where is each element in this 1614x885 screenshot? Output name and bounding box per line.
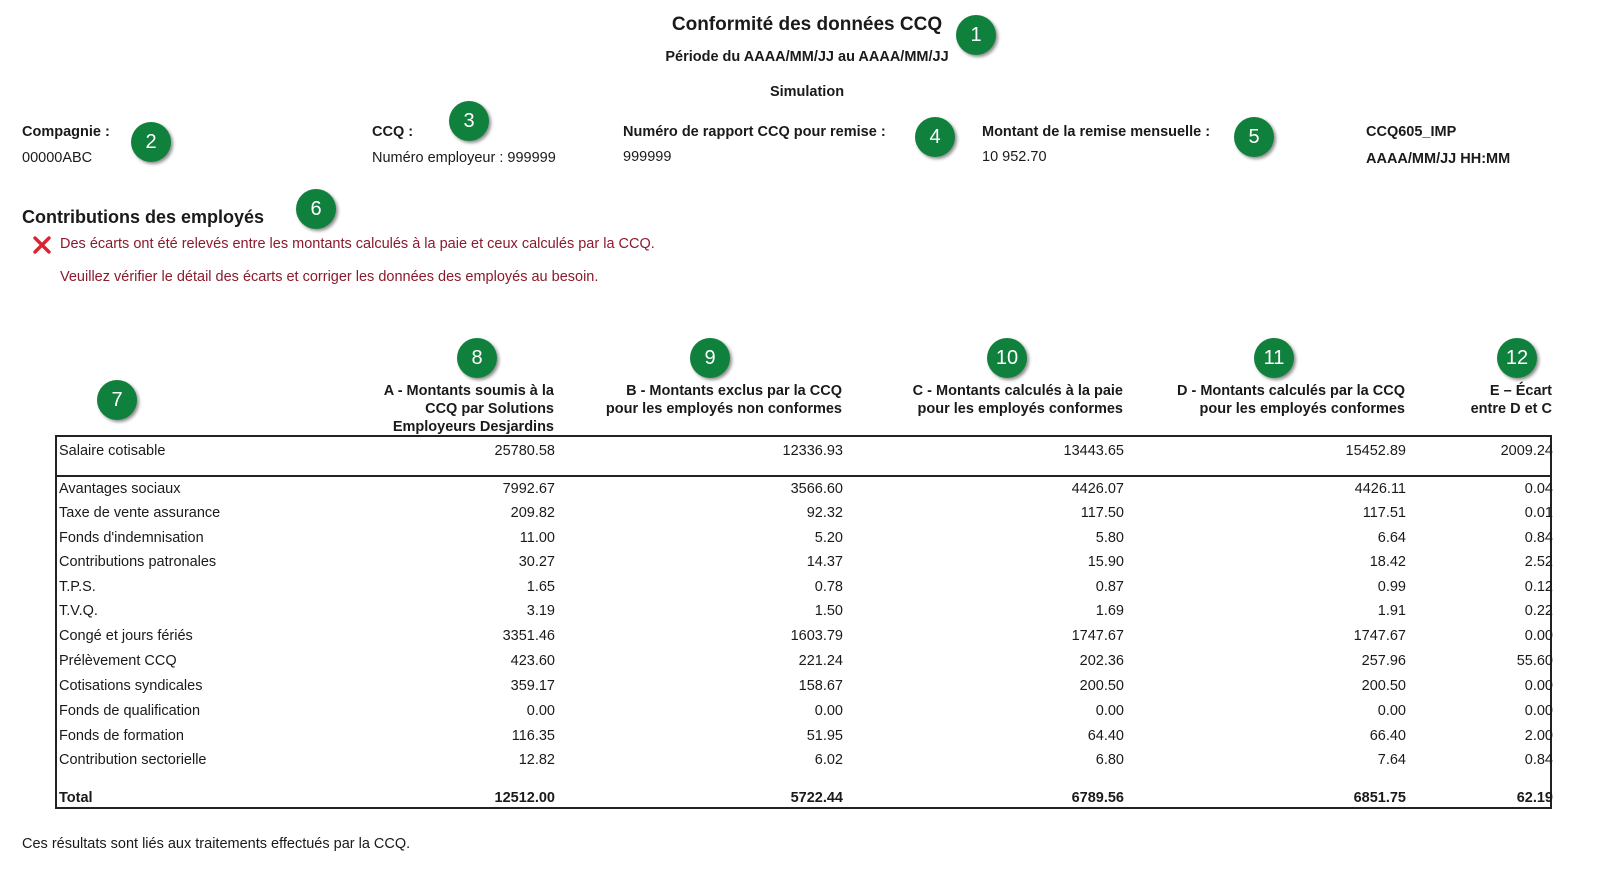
cell-col-c: 200.50 [1079, 678, 1124, 694]
cell-col-e: 2.00 [1524, 728, 1553, 744]
cell-col-d: 0.00 [1377, 703, 1406, 719]
warning-instruction: Veuillez vérifier le détail des écarts et corriger les données des employés au besoin. [60, 269, 599, 285]
row-label: Fonds d'indemnisation [59, 530, 204, 546]
table-row [59, 579, 1552, 603]
column-header-c: C - Montants calculés à la paie pour les employés conformes [912, 383, 1123, 417]
table-row [59, 678, 1552, 702]
cell-col-d: 6.64 [1377, 530, 1406, 546]
cell-col-d: 1.91 [1377, 603, 1406, 619]
cell-col-e: 2.52 [1524, 554, 1553, 570]
row-label: Contribution sectorielle [59, 752, 207, 768]
row-label: Avantages sociaux [59, 481, 181, 497]
cell-col-c: 1.69 [1095, 603, 1124, 619]
row-label: Salaire cotisable [59, 443, 166, 459]
cell-col-a: 12512.00 [494, 790, 555, 806]
callout-badge-11: 11 [1254, 338, 1294, 378]
row-label: Contributions patronales [59, 554, 217, 570]
cell-col-d: 7.64 [1377, 752, 1406, 768]
callout-badge-1: 1 [956, 15, 996, 55]
cell-col-b: 12336.93 [782, 443, 843, 459]
table-row [59, 703, 1552, 727]
cell-col-d: 18.42 [1369, 554, 1406, 570]
cell-col-e: 55.60 [1516, 653, 1553, 669]
cell-col-d: 200.50 [1361, 678, 1406, 694]
cell-col-c: 117.50 [1080, 505, 1124, 521]
table-divider [55, 475, 1552, 477]
cell-col-b: 51.95 [806, 728, 843, 744]
callout-badge-5: 5 [1234, 117, 1274, 157]
row-label: Cotisations syndicales [59, 678, 203, 694]
monthly-amount-value: 10 952.70 [982, 149, 1047, 165]
cell-col-a: 359.17 [510, 678, 555, 694]
cell-col-c: 4426.07 [1071, 481, 1124, 497]
cell-col-d: 6851.75 [1353, 790, 1406, 806]
row-label: Taxe de vente assurance [59, 505, 221, 521]
callout-badge-9: 9 [690, 338, 730, 378]
cell-col-a: 209.82 [510, 505, 555, 521]
ccq-value: Numéro employeur : 999999 [372, 150, 556, 166]
cell-col-b: 0.00 [814, 703, 843, 719]
table-row [59, 603, 1552, 627]
table-row [59, 481, 1552, 505]
cell-col-d: 66.40 [1369, 728, 1406, 744]
warning-message: Des écarts ont été relevés entre les montants calculés à la paie et ceux calculés par la CCQ. [60, 236, 655, 252]
cell-col-e: 62.19 [1516, 790, 1553, 806]
cell-col-c: 6789.56 [1071, 790, 1124, 806]
cell-col-c: 202.36 [1079, 653, 1124, 669]
cell-col-b: 3566.60 [790, 481, 843, 497]
cell-col-c: 0.00 [1095, 703, 1124, 719]
red-x-icon [31, 234, 53, 256]
cell-col-c: 13443.65 [1063, 443, 1124, 459]
cell-col-a: 1.65 [526, 579, 555, 595]
table-total-row [59, 790, 1552, 814]
callout-badge-3: 3 [449, 101, 489, 141]
report-mode: Simulation [769, 84, 845, 100]
cell-col-a: 12.82 [518, 752, 555, 768]
cell-col-e: 0.00 [1524, 678, 1553, 694]
cell-col-a: 3.19 [526, 603, 555, 619]
cell-col-a: 30.27 [518, 554, 555, 570]
table-row [59, 653, 1552, 677]
row-label: T.P.S. [59, 579, 96, 595]
cell-col-c: 6.80 [1095, 752, 1124, 768]
cell-col-e: 0.00 [1524, 703, 1553, 719]
cell-col-e: 2009.24 [1500, 443, 1553, 459]
cell-col-c: 1747.67 [1071, 628, 1124, 644]
report-number-value: 999999 [623, 149, 672, 165]
cell-col-c: 5.80 [1095, 530, 1124, 546]
cell-col-d: 15452.89 [1345, 443, 1406, 459]
cell-col-b: 5722.44 [790, 790, 843, 806]
cell-col-d: 257.96 [1361, 653, 1406, 669]
cell-col-c: 0.87 [1095, 579, 1124, 595]
cell-col-b: 158.67 [798, 678, 843, 694]
footer-note: Ces résultats sont liés aux traitements effectués par la CCQ. [22, 836, 411, 852]
callout-badge-8: 8 [457, 338, 497, 378]
cell-col-c: 64.40 [1087, 728, 1124, 744]
table-row [59, 530, 1552, 554]
row-label: Prélèvement CCQ [59, 653, 177, 669]
table-row [59, 752, 1552, 776]
table-row [59, 728, 1552, 752]
row-label: T.V.Q. [59, 603, 98, 619]
cell-col-b: 5.20 [814, 530, 843, 546]
company-label: Compagnie : [22, 124, 110, 140]
callout-badge-4: 4 [915, 117, 955, 157]
row-label: Fonds de formation [59, 728, 184, 744]
callout-badge-10: 10 [987, 338, 1027, 378]
row-label: Fonds de qualification [59, 703, 201, 719]
cell-col-e: 0.01 [1524, 505, 1553, 521]
cell-col-a: 0.00 [526, 703, 555, 719]
cell-col-c: 15.90 [1087, 554, 1124, 570]
cell-col-e: 0.22 [1524, 603, 1553, 619]
cell-col-e: 0.12 [1524, 579, 1553, 595]
report-datetime: AAAA/MM/JJ HH:MM [1366, 151, 1511, 167]
cell-col-d: 0.99 [1377, 579, 1406, 595]
cell-col-b: 14.37 [806, 554, 843, 570]
cell-col-b: 0.78 [814, 579, 843, 595]
cell-col-d: 4426.11 [1354, 481, 1406, 497]
cell-col-e: 0.84 [1524, 530, 1553, 546]
column-header-d: D - Montants calculés par la CCQ pour les employés conformes [1176, 383, 1405, 417]
report-number-label: Numéro de rapport CCQ pour remise : [623, 124, 886, 140]
report-title: Conformité des données CCQ [671, 14, 943, 35]
table-row [59, 628, 1552, 652]
table-row [59, 443, 1552, 467]
cell-col-a: 25780.58 [494, 443, 555, 459]
ccq-label: CCQ : [372, 124, 414, 140]
callout-badge-12: 12 [1497, 338, 1537, 378]
cell-col-e: 0.04 [1524, 481, 1553, 497]
monthly-amount-label: Montant de la remise mensuelle : [982, 124, 1211, 140]
report-period: Période du AAAA/MM/JJ au AAAA/MM/JJ [665, 49, 949, 65]
company-value: 00000ABC [22, 150, 93, 166]
section-title: Contributions des employés [22, 207, 265, 227]
column-header-b: B - Montants exclus par la CCQ pour les employés non conformes [605, 383, 842, 417]
table-row [59, 505, 1552, 529]
cell-col-b: 1.50 [814, 603, 843, 619]
report-code: CCQ605_IMP [1366, 124, 1457, 140]
cell-col-b: 221.24 [798, 653, 843, 669]
row-label: Total [59, 790, 93, 806]
cell-col-a: 116.35 [511, 728, 555, 744]
callout-badge-7: 7 [97, 380, 137, 420]
callout-badge-2: 2 [131, 122, 171, 162]
cell-col-a: 423.60 [510, 653, 555, 669]
cell-col-e: 0.84 [1524, 752, 1553, 768]
cell-col-e: 0.00 [1524, 628, 1553, 644]
table-row [59, 554, 1552, 578]
column-header-a: A - Montants soumis à la CCQ par Solutions Employeurs Desjardins [383, 383, 554, 435]
row-label: Congé et jours fériés [59, 628, 193, 644]
cell-col-d: 117.51 [1362, 505, 1406, 521]
cell-col-a: 7992.67 [502, 481, 555, 497]
cell-col-b: 6.02 [814, 752, 843, 768]
cell-col-a: 11.00 [519, 530, 555, 546]
callout-badge-6: 6 [296, 189, 336, 229]
cell-col-b: 92.32 [806, 505, 843, 521]
cell-col-d: 1747.67 [1353, 628, 1406, 644]
cell-col-a: 3351.46 [502, 628, 555, 644]
cell-col-b: 1603.79 [790, 628, 843, 644]
column-header-e: E – Écart entre D et C [1470, 383, 1552, 417]
